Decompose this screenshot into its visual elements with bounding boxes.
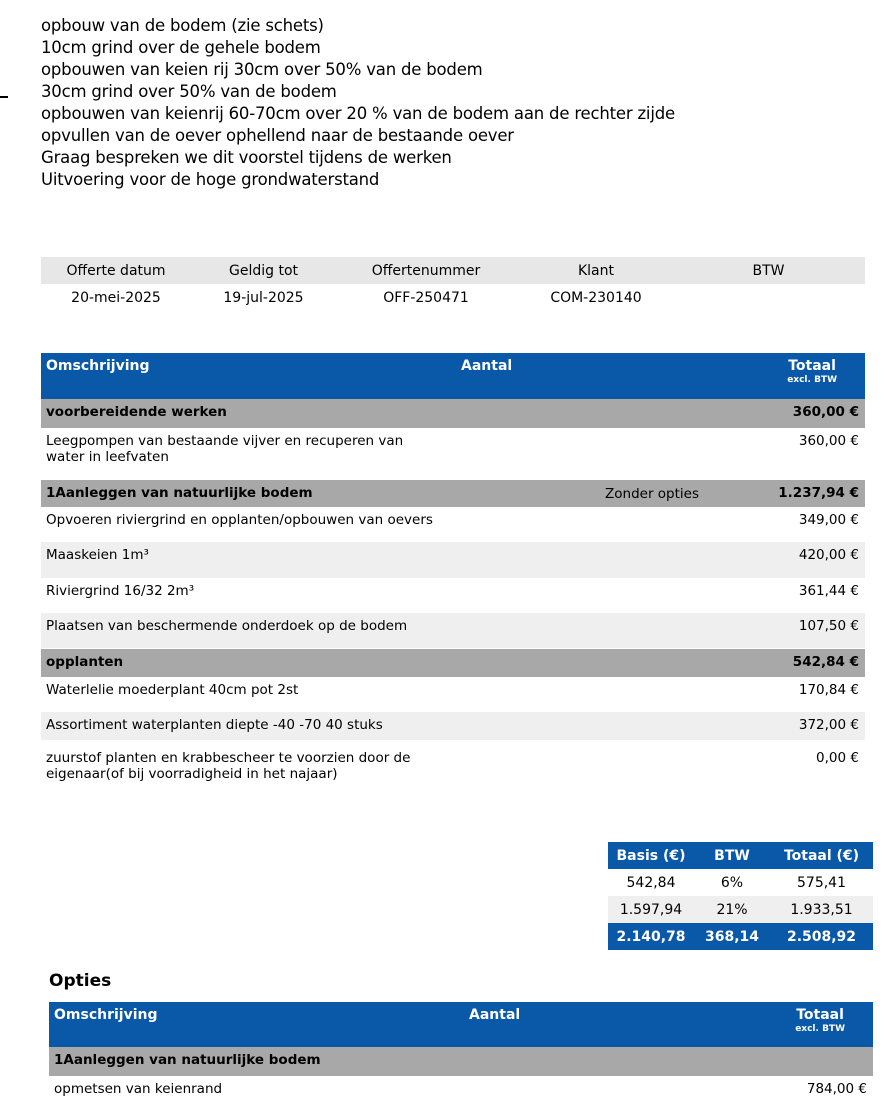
line-item-description: Assortiment waterplanten diepte -40 -70 40 stuks [46, 717, 383, 733]
line-item-description: Riviergrind 16/32 2m³ [46, 583, 195, 599]
summary-grand-total: 2.508,92 [786, 928, 857, 945]
group-total: 1.237,94 € [778, 485, 859, 501]
options-group-title: 1Aanleggen van natuurlijke bodem [54, 1052, 321, 1068]
options-line-item-amount: 784,00 € [806, 1081, 867, 1097]
group-total: 542,84 € [792, 654, 859, 670]
summary-base: 542,84 [626, 874, 676, 891]
meta-header-valid: Geldig tot [228, 262, 298, 279]
summary-header-base: Basis (€) [616, 847, 686, 864]
line-item [41, 428, 865, 480]
meta-value-row [41, 284, 865, 311]
meta-value-valid: 19-jul-2025 [223, 289, 304, 306]
line-item-amount: 420,00 € [798, 547, 859, 563]
quote-lines-table [41, 353, 865, 786]
vat-summary-table [608, 842, 873, 950]
note-line: opbouwen van keienrij 60-70cm over 20 % van de bodem aan de rechter zijde [41, 104, 675, 123]
options-table [49, 1002, 873, 1106]
note-line: opvullen van de oever ophellend naar de bestaande oever [41, 126, 514, 145]
line-item [41, 613, 865, 648]
line-item-description: zuurstof planten en krabbescheer te voorzien door de eigenaar(of bij voorradigheid in het najaar) [46, 750, 411, 782]
note-line: opbouwen van keien rij 30cm over 50% van de bodem [41, 60, 483, 79]
group-row [41, 480, 865, 507]
group-note: Zonder opties [605, 486, 699, 502]
note-line: Uitvoering voor de hoge grondwaterstand [41, 170, 380, 189]
summary-row [608, 896, 873, 923]
note-line: Graag bespreken we dit voorstel tijdens de werken [41, 148, 452, 167]
line-item-description: Maaskeien 1m³ [46, 547, 149, 563]
note-line: 10cm grind over de gehele bodem [41, 38, 321, 57]
table-header [41, 353, 865, 399]
note-line: 30cm grind over 50% van de bodem [41, 82, 337, 101]
summary-header-row [608, 842, 873, 869]
line-item-amount: 360,00 € [798, 433, 859, 449]
options-line-item-description: opmetsen van keienrand [54, 1081, 223, 1097]
header-description: Omschrijving [46, 358, 150, 374]
summary-total: 575,41 [797, 874, 846, 891]
group-row [41, 649, 865, 677]
line-item-amount: 372,00 € [798, 717, 859, 733]
line-item-description: Opvoeren riviergrind en opplanten/opbouwen van oevers [46, 512, 433, 528]
line-item-amount: 170,84 € [798, 682, 859, 698]
meta-header-number: Offertenummer [371, 262, 481, 279]
options-header-quantity: Aantal [469, 1007, 521, 1023]
line-item-amount: 361,44 € [798, 583, 859, 599]
group-total: 360,00 € [792, 404, 859, 420]
options-table-header [49, 1002, 873, 1047]
meta-header-client: Klant [577, 262, 614, 279]
options-header-total: Totaal excl. BTW [795, 1007, 845, 1034]
header-quantity: Aantal [461, 358, 513, 374]
line-item-description: Waterlelie moederplant 40cm pot 2st [46, 682, 299, 698]
note-line: opbouw van de bodem (zie schets) [41, 16, 324, 35]
line-item-description: Plaatsen van beschermende onderdoek op de bodem [46, 618, 408, 634]
notes-block [41, 15, 675, 191]
meta-header-row [41, 257, 865, 284]
line-item [41, 740, 865, 786]
summary-header-vat: BTW [714, 847, 750, 864]
line-item [41, 578, 865, 613]
options-title: Opties [49, 971, 112, 991]
line-item-description: Leegpompen van bestaande vijver en recuperen van water in leefvaten [46, 433, 404, 465]
group-row [41, 399, 865, 428]
line-item [41, 507, 865, 542]
options-header-description: Omschrijving [54, 1007, 158, 1023]
meta-value-date: 20-mei-2025 [71, 289, 161, 306]
line-item-amount: 107,50 € [798, 618, 859, 634]
summary-vat-rate: 6% [720, 874, 744, 891]
meta-header-date: Offerte datum [66, 262, 166, 279]
summary-header-total: Totaal (€) [783, 847, 860, 864]
line-item [41, 677, 865, 712]
line-item-amount: 349,00 € [798, 512, 859, 528]
summary-base: 1.597,94 [619, 901, 683, 918]
summary-vat-rate: 21% [716, 901, 748, 918]
options-line-item [49, 1076, 873, 1106]
line-item [41, 712, 865, 740]
summary-grand-vat: 368,14 [704, 928, 760, 945]
line-item [41, 542, 865, 578]
summary-grand-base: 2.140,78 [616, 928, 686, 945]
group-title: 1Aanleggen van natuurlijke bodem [46, 485, 313, 501]
header-total: Totaal excl. BTW [787, 358, 837, 385]
margin-mark [0, 96, 8, 98]
group-title: opplanten [46, 654, 124, 670]
meta-value-client: COM-230140 [550, 289, 642, 306]
options-group-row [49, 1047, 873, 1076]
summary-total: 1.933,51 [790, 901, 853, 918]
summary-total-row [608, 923, 873, 950]
meta-value-number: OFF-250471 [383, 289, 469, 306]
line-item-amount: 0,00 € [816, 750, 859, 766]
meta-header-vat: BTW [752, 262, 785, 279]
summary-row [608, 869, 873, 896]
group-title: voorbereidende werken [46, 404, 227, 420]
quote-meta-table [41, 257, 865, 311]
